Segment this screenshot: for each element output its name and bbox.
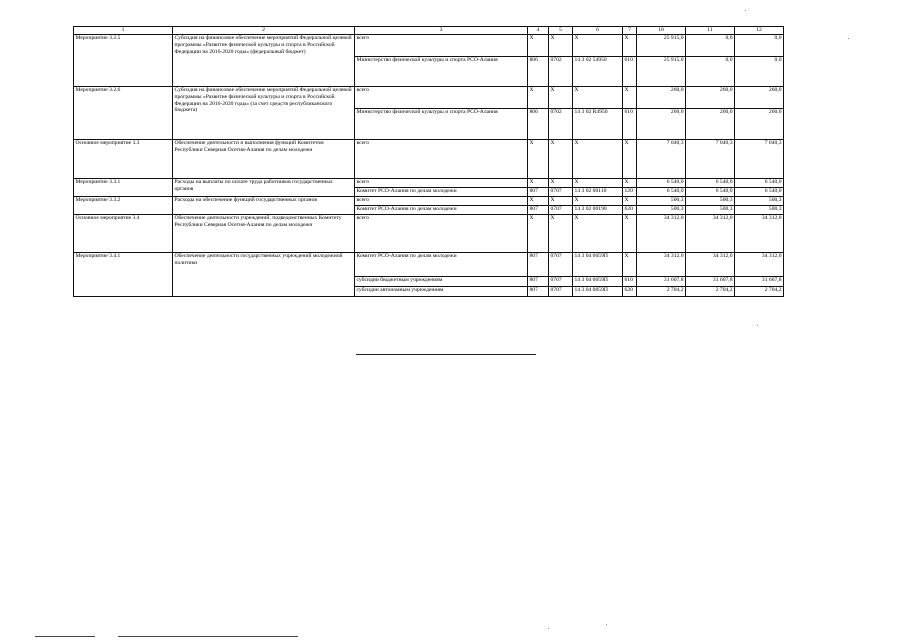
scan-speck xyxy=(606,624,607,625)
rzpr-cell: 0702 xyxy=(549,109,573,140)
amount-cell-12: 0,0 xyxy=(735,57,784,87)
footer-rule xyxy=(35,636,95,637)
csr-cell: X xyxy=(573,87,623,109)
csr-cell: 14 3 04 0059П xyxy=(573,287,623,297)
grbs-cell: X xyxy=(528,179,549,188)
executor-cell: Комитет РСО-Алания по делам молодежи xyxy=(355,206,528,215)
executor-cell: субсидии автономным учреждениям xyxy=(355,287,528,297)
scan-speck xyxy=(848,38,849,39)
csr-cell: X xyxy=(573,179,623,188)
header-cell: 11 xyxy=(686,27,735,35)
csr-cell: X xyxy=(573,215,623,253)
rzpr-cell: X xyxy=(549,35,573,57)
amount-cell-11: 500,3 xyxy=(686,197,735,206)
vr-cell: X xyxy=(623,253,637,277)
measure-description-cell: Обеспечение деятельности и выполнения функций Комитетом Республики Северная Осетия-Алания по делам молодежи xyxy=(173,140,355,179)
amount-cell-10: 6 540,0 xyxy=(637,179,686,188)
executor-cell: всего xyxy=(355,35,528,57)
scan-speck xyxy=(757,325,758,326)
table-row xyxy=(74,35,784,57)
vr-cell: 610 xyxy=(623,57,637,87)
vr-cell: 610 xyxy=(623,109,637,140)
amount-cell-12: 2 704,2 xyxy=(735,287,784,297)
measure-id-cell: Основное мероприятие 3.4 xyxy=(74,215,173,253)
csr-cell: 14 3 02 00110 xyxy=(573,188,623,197)
rzpr-cell: X xyxy=(549,197,573,206)
header-cell: 3 xyxy=(355,27,528,35)
amount-cell-10: 31 607,8 xyxy=(637,277,686,287)
rzpr-cell: 0707 xyxy=(549,188,573,197)
header-cell: 7 xyxy=(623,27,637,35)
header-cell: 6 xyxy=(573,27,623,35)
amount-cell-12: 6 540,0 xyxy=(735,188,784,197)
grbs-cell: X xyxy=(528,140,549,179)
vr-cell: X xyxy=(623,35,637,57)
grbs-cell: X xyxy=(528,215,549,253)
rzpr-cell: 0707 xyxy=(549,253,573,277)
end-of-document-rule xyxy=(356,354,536,355)
amount-cell-10: 500,3 xyxy=(637,206,686,215)
measure-id-cell: Мероприятие 3.4.1 xyxy=(74,253,173,297)
amount-cell-10: 500,3 xyxy=(637,197,686,206)
measure-id-cell: Мероприятие 3.3.2 xyxy=(74,197,173,215)
amount-cell-10: 2 704,2 xyxy=(637,287,686,297)
csr-cell: 14 3 04 0059П xyxy=(573,277,623,287)
vr-cell: X xyxy=(623,215,637,253)
csr-cell: 14 3 02 R4950 xyxy=(573,109,623,140)
rzpr-cell: X xyxy=(549,215,573,253)
rzpr-cell: X xyxy=(549,140,573,179)
rzpr-cell: X xyxy=(549,87,573,109)
amount-cell-12: 31 607,8 xyxy=(735,277,784,287)
rzpr-cell: 0707 xyxy=(549,277,573,287)
vr-cell: 120 xyxy=(623,188,637,197)
csr-cell: X xyxy=(573,197,623,206)
amount-cell-12: 34 312,0 xyxy=(735,215,784,253)
amount-cell-10: 34 312,0 xyxy=(637,215,686,253)
amount-cell-11: 500,3 xyxy=(686,206,735,215)
amount-cell-10: 25 915,0 xyxy=(637,35,686,57)
csr-cell: 14 3 02 00190 xyxy=(573,206,623,215)
amount-cell-10: 260,0 xyxy=(637,109,686,140)
vr-cell: 620 xyxy=(623,287,637,297)
vr-cell: X xyxy=(623,140,637,179)
executor-cell: всего xyxy=(355,87,528,109)
grbs-cell: 807 xyxy=(528,188,549,197)
vr-cell: X xyxy=(623,87,637,109)
scan-speck xyxy=(745,10,746,11)
header-cell: 4 xyxy=(528,27,549,35)
measure-description-cell: Субсидия на финансовое обеспечение мероприятий Федеральной целевой программы «Развитие физической культуры и спорта в Российской Федерации на 2016-2020 годы» (за счет средств республиканского бюджета) xyxy=(173,87,355,140)
footer-rule xyxy=(118,636,298,637)
amount-cell-11: 31 607,8 xyxy=(686,277,735,287)
executor-cell: Комитет РСО-Алания по делам молодежи xyxy=(355,188,528,197)
budget-table xyxy=(73,26,784,297)
measure-description-cell: Обеспечение деятельности государственных учреждений молодежной политики xyxy=(173,253,355,297)
amount-cell-11: 6 540,0 xyxy=(686,179,735,188)
executor-cell: всего xyxy=(355,197,528,206)
executor-cell: всего xyxy=(355,140,528,179)
rzpr-cell: X xyxy=(549,179,573,188)
amount-cell-12: 500,3 xyxy=(735,206,784,215)
rzpr-cell: 0707 xyxy=(549,206,573,215)
table-row xyxy=(74,197,784,206)
measure-id-cell: Мероприятие 3.3.1 xyxy=(74,179,173,197)
table-row xyxy=(74,87,784,109)
header-cell: 10 xyxy=(637,27,686,35)
grbs-cell: X xyxy=(528,197,549,206)
measure-id-cell: Мероприятие 3.2.5 xyxy=(74,35,173,87)
measure-description-cell: Субсидия на финансовое обеспечение мероприятий Федеральной целевой программы «Развитие физической культуры и спорта в Российской Федерации на 2016-2020 годы» (федеральный бюджет) xyxy=(173,35,355,87)
amount-cell-12: 260,0 xyxy=(735,109,784,140)
executor-cell: всего xyxy=(355,179,528,188)
vr-cell: 610 xyxy=(623,277,637,287)
grbs-cell: 807 xyxy=(528,253,549,277)
measure-id-cell: Основное мероприятие 3.3 xyxy=(74,140,173,179)
csr-cell: 14 3 02 54950 xyxy=(573,57,623,87)
amount-cell-10: 25 915,0 xyxy=(637,57,686,87)
header-cell: 2 xyxy=(173,27,355,35)
amount-cell-10: 260,0 xyxy=(637,87,686,109)
csr-cell: 14 3 04 0059П xyxy=(573,253,623,277)
scan-speck xyxy=(548,628,549,629)
measure-description-cell: Обеспечение деятельности учреждений, подведомственных Комитету Республики Северная Осетия-Алания по делам молодежи xyxy=(173,215,355,253)
header-cell: 1 xyxy=(74,27,173,35)
vr-cell: X xyxy=(623,179,637,188)
amount-cell-10: 34 312,0 xyxy=(637,253,686,277)
executor-cell: Министерство физической культуры и спорта РСО-Алания xyxy=(355,57,528,87)
amount-cell-11: 260,0 xyxy=(686,87,735,109)
header-cell: 12 xyxy=(735,27,784,35)
grbs-cell: 807 xyxy=(528,287,549,297)
csr-cell: X xyxy=(573,140,623,179)
table-row xyxy=(74,179,784,188)
amount-cell-11: 2 704,2 xyxy=(686,287,735,297)
amount-cell-11: 260,0 xyxy=(686,109,735,140)
amount-cell-11: 6 540,0 xyxy=(686,188,735,197)
table-header-row xyxy=(74,27,784,35)
amount-cell-12: 500,3 xyxy=(735,197,784,206)
grbs-cell: X xyxy=(528,35,549,57)
amount-cell-10: 6 540,0 xyxy=(637,188,686,197)
grbs-cell: 806 xyxy=(528,57,549,87)
rzpr-cell: 0702 xyxy=(549,57,573,87)
executor-cell: субсидии бюджетным учреждениям xyxy=(355,277,528,287)
measure-description-cell: Расходы на выплаты по оплате труда работников государственных органов xyxy=(173,179,355,197)
vr-cell: 620 xyxy=(623,206,637,215)
grbs-cell: X xyxy=(528,87,549,109)
amount-cell-12: 260,0 xyxy=(735,87,784,109)
csr-cell: X xyxy=(573,35,623,57)
amount-cell-11: 34 312,0 xyxy=(686,215,735,253)
table-row xyxy=(74,140,784,179)
measure-id-cell: Мероприятие 3.2.6 xyxy=(74,87,173,140)
amount-cell-12: 7 040,3 xyxy=(735,140,784,179)
grbs-cell: 806 xyxy=(528,109,549,140)
amount-cell-11: 0,0 xyxy=(686,57,735,87)
amount-cell-12: 6 540,0 xyxy=(735,179,784,188)
amount-cell-11: 7 040,3 xyxy=(686,140,735,179)
measure-description-cell: Расходы на обеспечение функций государственных органов xyxy=(173,197,355,215)
vr-cell: X xyxy=(623,197,637,206)
header-cell: 5 xyxy=(549,27,573,35)
amount-cell-12: 0,0 xyxy=(735,35,784,57)
amount-cell-12: 34 312,0 xyxy=(735,253,784,277)
executor-cell: Министерство физической культуры и спорта РСО-Алания xyxy=(355,109,528,140)
amount-cell-11: 0,0 xyxy=(686,35,735,57)
grbs-cell: 807 xyxy=(528,277,549,287)
rzpr-cell: 0707 xyxy=(549,287,573,297)
amount-cell-10: 7 040,3 xyxy=(637,140,686,179)
amount-cell-11: 34 312,0 xyxy=(686,253,735,277)
table-row xyxy=(74,253,784,277)
executor-cell: Комитет РСО-Алания по делам молодежи xyxy=(355,253,528,277)
table-row xyxy=(74,215,784,253)
executor-cell: всего xyxy=(355,215,528,253)
grbs-cell: 807 xyxy=(528,206,549,215)
